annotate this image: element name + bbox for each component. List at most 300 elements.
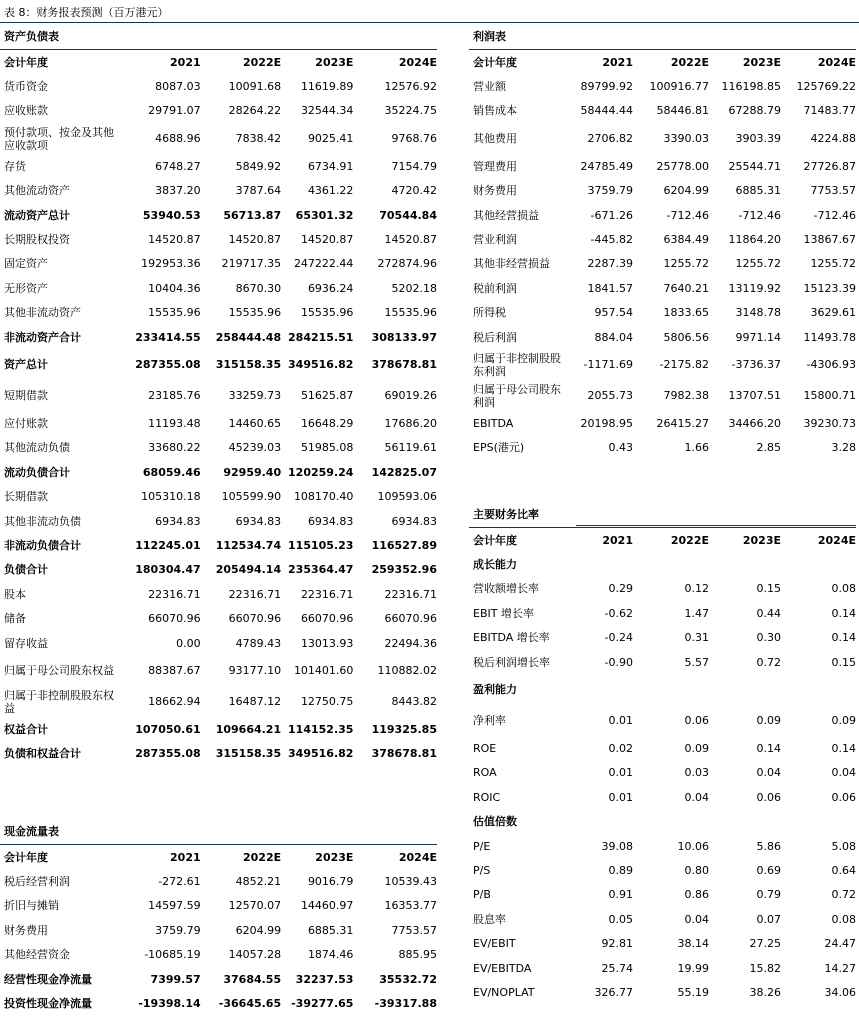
- value-cell: 89799.92: [580, 80, 633, 94]
- row-label: 归属于母公司股东权益: [4, 664, 114, 678]
- value-cell: 0.80: [684, 863, 709, 877]
- row-label: 归属于非控制股股东利润: [473, 351, 561, 378]
- value-cell: 15535.96: [384, 306, 437, 320]
- value-cell: 247222.44: [293, 257, 354, 271]
- value-cell: 115105.23: [288, 538, 354, 552]
- value-cell: 120259.24: [288, 465, 354, 479]
- year-header: 2021: [122, 845, 200, 870]
- header-label: 会计年度: [469, 50, 563, 75]
- value-cell: 14460.97: [300, 899, 354, 913]
- value-cell: 10404.36: [148, 281, 201, 295]
- row-label: 管理费用: [473, 159, 517, 173]
- value-cell: 13119.92: [728, 281, 781, 295]
- value-cell: -671.26: [590, 208, 633, 222]
- value-cell: 0.72: [831, 888, 856, 902]
- row-label: ROIC: [473, 790, 501, 804]
- row-label: 储备: [4, 612, 26, 626]
- row-label: 成长能力: [473, 558, 517, 572]
- value-cell: 1841.57: [587, 281, 633, 295]
- value-cell: 66070.96: [300, 612, 354, 626]
- value-cell: 22316.71: [148, 587, 201, 601]
- year-header: 2023E: [281, 50, 353, 75]
- row-label: 留存收益: [4, 636, 48, 650]
- value-cell: 0.89: [608, 863, 633, 877]
- value-cell: 14520.87: [228, 233, 282, 247]
- value-cell: 0.43: [608, 441, 633, 455]
- row-label: 负债合计: [4, 563, 48, 577]
- value-cell: 7753.57: [391, 923, 437, 937]
- year-header: 2024E: [781, 50, 856, 75]
- cash-flow-table: [0, 844, 437, 1016]
- row-label: P/E: [473, 839, 491, 853]
- value-cell: -10685.19: [144, 948, 201, 962]
- value-cell: 29791.07: [148, 104, 201, 118]
- value-cell: 287355.08: [135, 747, 201, 761]
- value-cell: 37684.55: [223, 972, 282, 986]
- value-cell: 24.47: [824, 937, 856, 951]
- value-cell: [781, 552, 856, 576]
- value-cell: 22316.71: [228, 587, 282, 601]
- balance-sheet-table: [0, 49, 437, 766]
- value-cell: 1255.72: [810, 257, 856, 271]
- table-row: [0, 349, 437, 380]
- value-cell: 9016.79: [307, 875, 354, 889]
- table-row: [469, 956, 856, 980]
- value-cell: 23185.76: [148, 389, 201, 403]
- value-cell: 0.14: [831, 742, 856, 756]
- value-cell: 7982.38: [663, 389, 709, 403]
- row-label: 归属于母公司股东利润: [473, 382, 561, 409]
- value-cell: 22494.36: [384, 636, 437, 650]
- value-cell: 0.08: [831, 912, 856, 926]
- row-label: 固定资产: [4, 257, 48, 271]
- row-label: 非流动负债合计: [4, 538, 81, 552]
- value-cell: 0.29: [608, 582, 633, 596]
- value-cell: 10539.43: [384, 875, 437, 889]
- value-cell: 33680.22: [148, 441, 201, 455]
- value-cell: 51625.87: [300, 389, 354, 403]
- value-cell: 0.79: [756, 888, 781, 902]
- value-cell: 15123.39: [803, 281, 856, 295]
- row-label: 税后利润增长率: [473, 655, 550, 669]
- row-label: P/B: [473, 888, 491, 902]
- value-cell: 0.12: [684, 582, 709, 596]
- value-cell: 7838.42: [235, 132, 282, 146]
- table-row: [0, 436, 437, 460]
- table-row: [469, 980, 856, 1004]
- value-cell: 0.04: [756, 766, 781, 780]
- balance-sheet-panel: [0, 25, 437, 766]
- cash-flow-title: 现金流量表: [4, 825, 59, 838]
- row-label: 流动负债合计: [4, 465, 70, 479]
- value-cell: 35532.72: [379, 972, 437, 986]
- value-cell: 88387.67: [148, 664, 201, 678]
- value-cell: 0.01: [608, 766, 633, 780]
- value-cell: 22316.71: [384, 587, 437, 601]
- table-row: [0, 411, 437, 435]
- value-cell: 105310.18: [141, 490, 201, 504]
- row-label: EV/EBITDA: [473, 961, 532, 975]
- value-cell: 1833.65: [663, 306, 709, 320]
- row-label: 预付款项、按金及其他应收款项: [4, 125, 114, 152]
- cash-flow-panel: [0, 820, 437, 1016]
- row-label: EV/NOPLAT: [473, 985, 535, 999]
- value-cell: 315158.35: [215, 747, 282, 761]
- value-cell: [563, 674, 633, 705]
- value-cell: 12750.75: [300, 695, 354, 709]
- value-cell: -712.46: [813, 208, 856, 222]
- table-row: [469, 301, 856, 325]
- value-cell: 8670.30: [235, 281, 282, 295]
- table-row: [469, 154, 856, 178]
- value-cell: 116198.85: [721, 80, 781, 94]
- value-cell: 7640.21: [663, 281, 709, 295]
- value-cell: -2175.82: [659, 358, 709, 372]
- value-cell: 3390.03: [663, 132, 709, 146]
- row-label: 负债和权益合计: [4, 747, 81, 761]
- value-cell: 0.14: [756, 742, 781, 756]
- value-cell: 2.85: [756, 441, 781, 455]
- table-row: [469, 761, 856, 785]
- value-cell: 12576.92: [384, 80, 437, 94]
- row-label: 营业额: [473, 80, 506, 94]
- title-divider: [0, 22, 859, 23]
- table-row: [469, 705, 856, 736]
- value-cell: 68059.46: [142, 465, 201, 479]
- value-cell: 39.08: [601, 839, 633, 853]
- table-row: [469, 834, 856, 858]
- row-label: 其他非流动资产: [4, 306, 81, 320]
- value-cell: 4852.21: [235, 875, 282, 889]
- table-row: [0, 227, 437, 251]
- value-cell: 308133.97: [371, 330, 437, 344]
- row-label: 折旧与摊销: [4, 899, 59, 913]
- value-cell: 34466.20: [728, 416, 781, 430]
- value-cell: 884.04: [594, 330, 633, 344]
- value-cell: 55.19: [677, 985, 709, 999]
- value-cell: -712.46: [738, 208, 781, 222]
- table-row: [469, 349, 856, 380]
- table-row: [0, 123, 437, 154]
- value-cell: 11193.48: [148, 416, 201, 430]
- year-header: 2023E: [281, 845, 353, 870]
- value-cell: 100916.77: [649, 80, 709, 94]
- value-cell: 66070.96: [148, 612, 201, 626]
- value-cell: 272874.96: [377, 257, 437, 271]
- value-cell: 0.44: [756, 606, 781, 620]
- table-row: [0, 460, 437, 484]
- value-cell: 8087.03: [155, 80, 201, 94]
- value-cell: 108170.40: [293, 490, 354, 504]
- table-row: [0, 558, 437, 582]
- value-cell: 109664.21: [215, 722, 282, 736]
- header-label: 会计年度: [0, 50, 122, 75]
- value-cell: 34.06: [824, 985, 856, 999]
- value-cell: 0.72: [756, 655, 781, 669]
- value-cell: 14520.87: [384, 233, 437, 247]
- value-cell: 235364.47: [288, 563, 354, 577]
- value-cell: -272.61: [158, 875, 201, 889]
- value-cell: 0.14: [831, 606, 856, 620]
- value-cell: 15535.96: [148, 306, 201, 320]
- table-row: [469, 552, 856, 576]
- row-label: 税前利润: [473, 281, 517, 295]
- value-cell: 6934.83: [307, 514, 354, 528]
- header-row: [469, 528, 856, 553]
- table-row: [0, 533, 437, 557]
- value-cell: 2706.82: [587, 132, 633, 146]
- header-row: [0, 845, 437, 870]
- value-cell: 65301.32: [295, 208, 354, 222]
- table-row: [469, 858, 856, 882]
- value-cell: [709, 552, 781, 576]
- value-cell: 0.01: [608, 790, 633, 804]
- header-label: 会计年度: [0, 845, 122, 870]
- table-row: [469, 601, 856, 625]
- value-cell: 125769.22: [796, 80, 856, 94]
- value-cell: 116527.89: [371, 538, 437, 552]
- value-cell: 11493.78: [803, 330, 856, 344]
- value-cell: 3.28: [831, 441, 856, 455]
- value-cell: 1255.72: [735, 257, 781, 271]
- header-label: 会计年度: [469, 528, 563, 553]
- value-cell: [563, 810, 633, 834]
- value-cell: 4688.96: [155, 132, 201, 146]
- row-label: 估值倍数: [473, 815, 517, 829]
- row-label: 其他非经营损益: [473, 257, 550, 271]
- value-cell: 1.66: [684, 441, 709, 455]
- income-statement-table: [469, 49, 856, 460]
- table-row: [469, 883, 856, 907]
- value-cell: 3903.39: [735, 132, 781, 146]
- value-cell: 0.00: [176, 636, 201, 650]
- row-label: 权益合计: [4, 722, 48, 736]
- value-cell: 3787.64: [235, 184, 282, 198]
- value-cell: 0.31: [684, 631, 709, 645]
- table-row: [0, 99, 437, 123]
- value-cell: 66070.96: [228, 612, 282, 626]
- value-cell: 4720.42: [391, 184, 437, 198]
- year-header: 2022E: [201, 845, 281, 870]
- value-cell: 219717.35: [221, 257, 282, 271]
- table-row: [0, 252, 437, 276]
- value-cell: 0.07: [756, 912, 781, 926]
- value-cell: [633, 552, 709, 576]
- value-cell: 15535.96: [228, 306, 282, 320]
- row-label: 其他流动资产: [4, 184, 70, 198]
- row-label: 资产总计: [4, 358, 48, 372]
- value-cell: 17686.20: [384, 416, 437, 430]
- value-cell: 3837.20: [155, 184, 201, 198]
- row-label: 股本: [4, 587, 26, 601]
- value-cell: 6748.27: [155, 159, 201, 173]
- value-cell: [709, 674, 781, 705]
- value-cell: 45239.03: [228, 441, 282, 455]
- row-label: EBITDA: [473, 416, 514, 430]
- table-row: [469, 276, 856, 300]
- value-cell: 39230.73: [803, 416, 856, 430]
- table-row: [0, 943, 437, 967]
- value-cell: -1171.69: [583, 358, 633, 372]
- value-cell: 13013.93: [300, 636, 354, 650]
- ratios-title-underline: [576, 525, 856, 526]
- value-cell: 33259.73: [228, 389, 282, 403]
- table-row: [0, 894, 437, 918]
- value-cell: 885.95: [398, 948, 437, 962]
- table-row: [0, 325, 437, 349]
- row-label: 长期股权投资: [4, 233, 70, 247]
- table-row: [0, 203, 437, 227]
- value-cell: 10091.68: [228, 80, 282, 94]
- value-cell: 6734.91: [307, 159, 354, 173]
- year-header: 2024E: [353, 50, 437, 75]
- year-header: 2024E: [781, 528, 856, 553]
- table-row: [0, 967, 437, 991]
- value-cell: 6934.83: [235, 514, 282, 528]
- value-cell: 105599.90: [221, 490, 282, 504]
- row-label: EV/EBIT: [473, 937, 516, 951]
- value-cell: 58446.81: [656, 104, 709, 118]
- value-cell: 142825.07: [371, 465, 437, 479]
- value-cell: 4361.22: [307, 184, 354, 198]
- value-cell: 3759.79: [155, 923, 201, 937]
- table-row: [0, 869, 437, 893]
- value-cell: 6936.24: [307, 281, 354, 295]
- value-cell: 9025.41: [307, 132, 354, 146]
- value-cell: 66070.96: [384, 612, 437, 626]
- value-cell: 4224.88: [810, 132, 856, 146]
- table-row: [469, 650, 856, 674]
- year-header: 2024E: [353, 845, 437, 870]
- row-label: 归属于非控制股股东权益: [4, 688, 114, 715]
- table-row: [0, 380, 437, 411]
- row-label: 投资性现金净流量: [4, 997, 92, 1011]
- value-cell: 26415.27: [656, 416, 709, 430]
- row-label: 净利率: [473, 714, 506, 728]
- value-cell: 112245.01: [135, 538, 201, 552]
- value-cell: 8443.82: [391, 695, 437, 709]
- value-cell: 92959.40: [223, 465, 282, 479]
- value-cell: -0.24: [604, 631, 633, 645]
- value-cell: 1.47: [684, 606, 709, 620]
- row-label: 营业利润: [473, 233, 517, 247]
- table-row: [469, 203, 856, 227]
- value-cell: [633, 674, 709, 705]
- value-cell: 32544.34: [300, 104, 354, 118]
- row-label: 税后经营利润: [4, 875, 70, 889]
- table-row: [0, 301, 437, 325]
- row-label: 长期借款: [4, 490, 48, 504]
- value-cell: 349516.82: [288, 747, 354, 761]
- row-label: 其他经营资金: [4, 948, 70, 962]
- row-label: EBIT 增长率: [473, 606, 534, 620]
- row-label: 税后利润: [473, 330, 517, 344]
- value-cell: 0.08: [831, 582, 856, 596]
- ratios-title: 主要财务比率: [473, 508, 539, 521]
- table-row: [0, 179, 437, 203]
- value-cell: -445.82: [590, 233, 633, 247]
- row-label: 其他流动负债: [4, 441, 70, 455]
- value-cell: 259352.96: [371, 563, 437, 577]
- table-row: [0, 74, 437, 98]
- value-cell: 315158.35: [215, 358, 282, 372]
- value-cell: [563, 552, 633, 576]
- table-row: [0, 582, 437, 606]
- value-cell: 24785.49: [580, 159, 633, 173]
- table-row: [0, 276, 437, 300]
- value-cell: 3759.79: [587, 184, 633, 198]
- value-cell: 16353.77: [384, 899, 437, 913]
- value-cell: 109593.06: [377, 490, 437, 504]
- header-row: [469, 50, 856, 75]
- value-cell: 69019.26: [384, 389, 437, 403]
- table-row: [469, 674, 856, 705]
- value-cell: 51985.08: [300, 441, 354, 455]
- table-row: [0, 631, 437, 655]
- row-label: 股息率: [473, 912, 506, 926]
- row-label: P/S: [473, 863, 491, 877]
- table-title: 表 8：财务报表预测（百万港元）: [4, 6, 169, 19]
- value-cell: 56119.61: [384, 441, 437, 455]
- value-cell: 70544.84: [379, 208, 437, 222]
- value-cell: 6204.99: [235, 923, 282, 937]
- value-cell: 0.06: [684, 714, 709, 728]
- value-cell: 16648.29: [300, 416, 354, 430]
- table-row: [469, 99, 856, 123]
- row-label: 短期借款: [4, 389, 48, 403]
- value-cell: 326.77: [594, 985, 633, 999]
- row-label: 无形资产: [4, 281, 48, 295]
- value-cell: 957.54: [594, 306, 633, 320]
- value-cell: 112534.74: [215, 538, 282, 552]
- value-cell: 9768.76: [391, 132, 437, 146]
- value-cell: 6934.83: [391, 514, 437, 528]
- value-cell: 0.01: [608, 714, 633, 728]
- value-cell: 378678.81: [371, 747, 437, 761]
- year-header: 2023E: [709, 50, 781, 75]
- table-row: [469, 380, 856, 411]
- value-cell: 25.74: [601, 961, 633, 975]
- income-statement-panel: [469, 25, 856, 460]
- ratios-panel: [469, 503, 856, 1005]
- table-row: [469, 907, 856, 931]
- value-cell: 0.06: [831, 790, 856, 804]
- row-label: ROE: [473, 742, 497, 756]
- value-cell: 56713.87: [223, 208, 282, 222]
- table-row: [469, 931, 856, 955]
- table-row: [0, 717, 437, 741]
- value-cell: 16487.12: [228, 695, 282, 709]
- row-label: 营收额增长率: [473, 582, 539, 596]
- value-cell: 4789.43: [235, 636, 282, 650]
- value-cell: -0.90: [604, 655, 633, 669]
- table-row: [469, 252, 856, 276]
- table-row: [469, 810, 856, 834]
- table-row: [469, 626, 856, 650]
- year-header: 2021: [563, 528, 633, 553]
- value-cell: 5806.56: [663, 330, 709, 344]
- year-header: 2021: [122, 50, 200, 75]
- value-cell: 0.15: [756, 582, 781, 596]
- value-cell: 101401.60: [293, 664, 354, 678]
- value-cell: 110882.02: [377, 664, 437, 678]
- value-cell: 0.06: [756, 790, 781, 804]
- value-cell: 180304.47: [135, 563, 201, 577]
- value-cell: 0.30: [756, 631, 781, 645]
- value-cell: -712.46: [666, 208, 709, 222]
- value-cell: 6885.31: [307, 923, 354, 937]
- table-row: [0, 742, 437, 766]
